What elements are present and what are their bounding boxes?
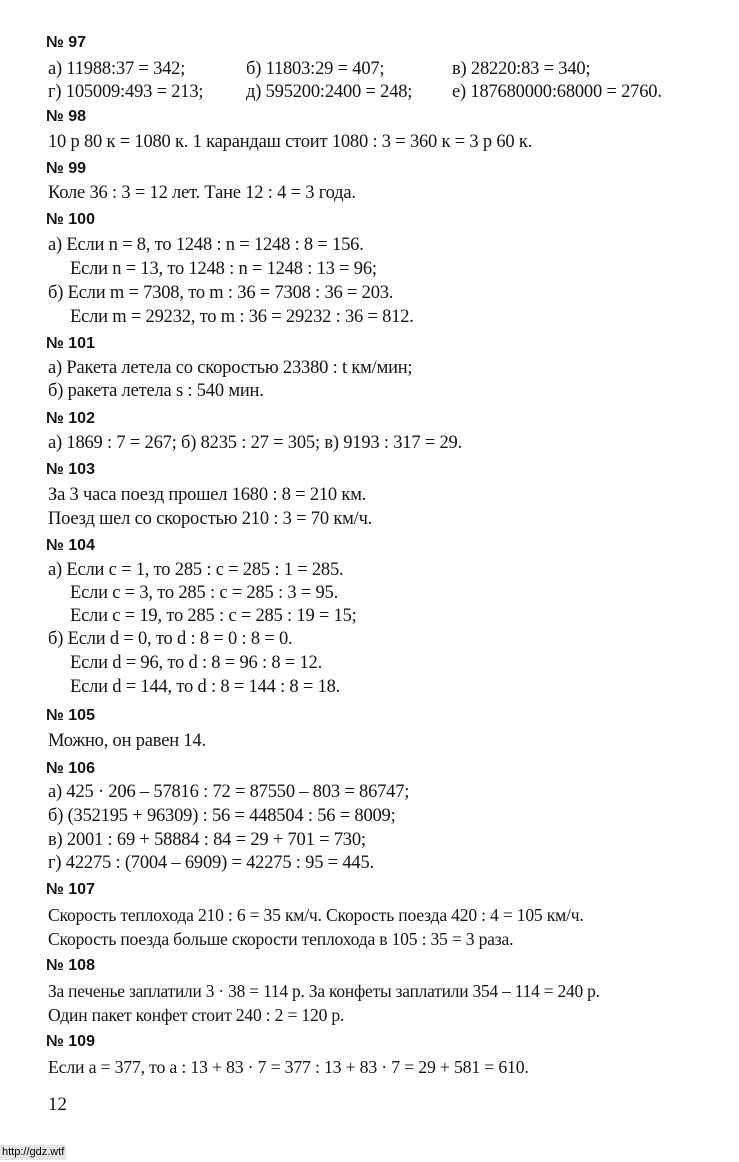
problem-98-title: № 98 [46, 108, 87, 125]
problem-100-line-3: б) Если m = 7308, то m : 36 = 7308 : 36 = 203. [48, 283, 394, 303]
problem-103-line-2: Поезд шел со скоростью 210 : 3 = 70 км/ч. [48, 509, 373, 529]
problem-102-title: № 102 [46, 410, 95, 427]
page-number: 12 [48, 1094, 67, 1115]
problem-97-c: в) 28220:83 = 340; [452, 59, 591, 79]
problem-101-title: № 101 [46, 335, 95, 352]
problem-100-line-4: Если m = 29232, то m : 36 = 29232 : 36 = 812. [70, 307, 414, 327]
problem-100-title: № 100 [46, 211, 95, 228]
problem-97-title: № 97 [46, 34, 87, 51]
problem-104-line-4: б) Если d = 0, то d : 8 = 0 : 8 = 0. [48, 629, 293, 649]
problem-108-title: № 108 [46, 957, 95, 974]
problem-107-title: № 107 [46, 881, 95, 898]
problem-106-line-1: а) 425 · 206 – 57816 : 72 = 87550 – 803 = 86747; [48, 782, 410, 802]
problem-98-line: 10 р 80 к = 1080 к. 1 карандаш стоит 1080 : 3 = 360 к = 3 р 60 к. [48, 132, 533, 152]
problem-107-line-2: Скорость поезда больше скорости теплохода в 105 : 35 = 3 раза. [48, 929, 514, 949]
problem-97-b: б) 11803:29 = 407; [246, 59, 385, 79]
problem-103-line-1: За 3 часа поезд прошел 1680 : 8 = 210 км. [48, 485, 367, 505]
problem-97-d: г) 105009:493 = 213; [48, 82, 204, 102]
problem-105-title: № 105 [46, 707, 95, 724]
problem-106-title: № 106 [46, 760, 95, 777]
problem-105-line: Можно, он равен 14. [48, 731, 206, 751]
problem-104-line-3: Если c = 19, то 285 : c = 285 : 19 = 15; [70, 606, 357, 626]
problem-104-line-5: Если d = 96, то d : 8 = 96 : 8 = 12. [70, 653, 322, 673]
problem-97-a: а) 11988:37 = 342; [48, 59, 186, 79]
problem-97-e: д) 595200:2400 = 248; [246, 82, 413, 102]
problem-100-line-2: Если n = 13, то 1248 : n = 1248 : 13 = 96; [70, 259, 377, 279]
problem-97-f: е) 187680000:68000 = 2760. [452, 82, 662, 102]
problem-99-line: Коле 36 : 3 = 12 лет. Тане 12 : 4 = 3 года. [48, 183, 356, 203]
problem-106-line-2: б) (352195 + 96309) : 56 = 448504 : 56 = 8009; [48, 806, 396, 826]
watermark-link[interactable]: http://gdz.wtf [2, 1146, 65, 1158]
problem-104-line-2: Если c = 3, то 285 : c = 285 : 3 = 95. [70, 583, 339, 603]
problem-102-line: а) 1869 : 7 = 267; б) 8235 : 27 = 305; в) 9193 : 317 = 29. [48, 433, 462, 453]
problem-101-line-2: б) ракета летела s : 540 мин. [48, 381, 264, 401]
problem-101-line-1: а) Ракета летела со скоростью 23380 : t км/мин; [48, 358, 413, 378]
problem-100-line-1: а) Если n = 8, то 1248 : n = 1248 : 8 = 156. [48, 235, 364, 255]
problem-104-line-6: Если d = 144, то d : 8 = 144 : 8 = 18. [70, 677, 341, 697]
problem-107-line-1: Скорость теплохода 210 : 6 = 35 км/ч. Скорость поезда 420 : 4 = 105 км/ч. [48, 905, 584, 925]
problem-103-title: № 103 [46, 461, 95, 478]
problem-104-line-1: а) Если c = 1, то 285 : c = 285 : 1 = 285. [48, 560, 344, 580]
problem-106-line-3: в) 2001 : 69 + 58884 : 84 = 29 + 701 = 730; [48, 830, 366, 850]
problem-104-title: № 104 [46, 537, 95, 554]
problem-108-line-1: За печенье заплатили 3 · 38 = 114 р. За конфеты заплатили 354 – 114 = 240 р. [48, 981, 600, 1001]
problem-109-title: № 109 [46, 1033, 95, 1050]
problem-109-line: Если a = 377, то a : 13 + 83 · 7 = 377 : 13 + 83 · 7 = 29 + 581 = 610. [48, 1057, 529, 1077]
problem-99-title: № 99 [46, 160, 87, 177]
problem-106-line-4: г) 42275 : (7004 – 6909) = 42275 : 95 = 445. [48, 853, 374, 873]
problem-108-line-2: Один пакет конфет стоит 240 : 2 = 120 р. [48, 1005, 345, 1025]
